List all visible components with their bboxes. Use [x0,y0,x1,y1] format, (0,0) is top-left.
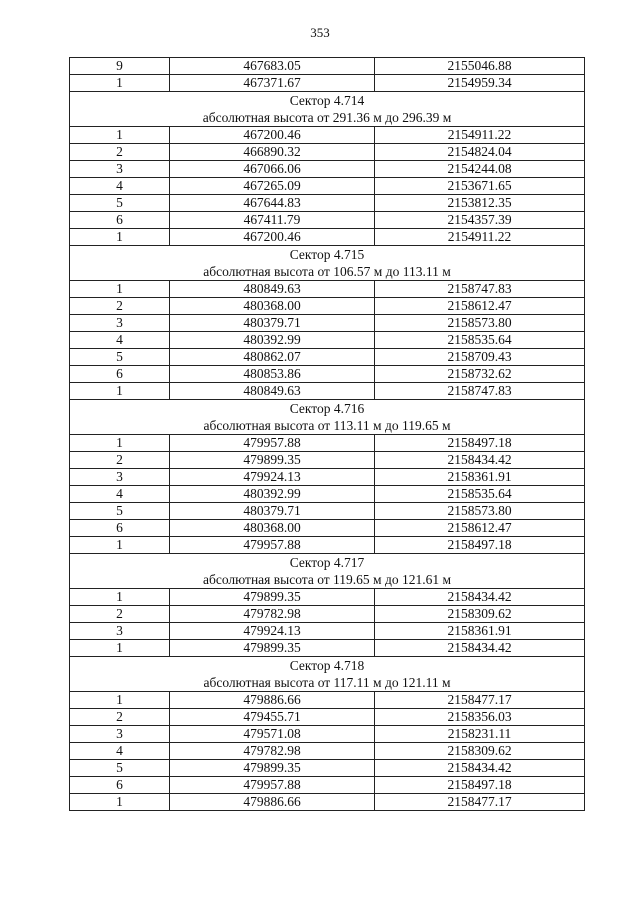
x-coordinate-cell: 479957.88 [170,435,375,452]
y-coordinate-cell: 2158709.43 [375,349,585,366]
point-number-cell: 9 [70,58,170,75]
y-coordinate-cell: 2158309.62 [375,743,585,760]
x-coordinate-cell: 479899.35 [170,760,375,777]
sector-title: Сектор 4.714 [70,92,585,110]
table-row [70,469,585,486]
y-coordinate-cell: 2158497.18 [375,435,585,452]
table-row [70,161,585,178]
point-number-cell: 4 [70,486,170,503]
x-coordinate-cell: 479571.08 [170,726,375,743]
y-coordinate-cell: 2153812.35 [375,195,585,212]
point-number-cell: 3 [70,726,170,743]
table-row [70,760,585,777]
x-coordinate-cell: 479899.35 [170,452,375,469]
table-row [70,726,585,743]
x-coordinate-cell: 467265.09 [170,178,375,195]
point-number-cell: 1 [70,640,170,657]
y-coordinate-cell: 2158477.17 [375,794,585,811]
y-coordinate-cell: 2158309.62 [375,606,585,623]
table-row [70,743,585,760]
point-number-cell: 6 [70,520,170,537]
point-number-cell: 1 [70,127,170,144]
sector-title: Сектор 4.717 [70,554,585,572]
y-coordinate-cell: 2154959.34 [375,75,585,92]
y-coordinate-cell: 2158434.42 [375,760,585,777]
table-row [70,332,585,349]
point-number-cell: 6 [70,366,170,383]
coordinates-table-body [70,58,585,811]
y-coordinate-cell: 2158573.80 [375,315,585,332]
sector-title: Сектор 4.716 [70,400,585,418]
coordinates-table [69,57,585,811]
x-coordinate-cell: 479957.88 [170,537,375,554]
y-coordinate-cell: 2158434.42 [375,452,585,469]
x-coordinate-cell: 467066.06 [170,161,375,178]
point-number-cell: 1 [70,537,170,554]
x-coordinate-cell: 479957.88 [170,777,375,794]
sector-altitude-row [70,571,585,589]
sector-title: Сектор 4.718 [70,657,585,675]
sector-header-row [70,400,585,418]
table-row [70,144,585,161]
sector-altitude: абсолютная высота от 113.11 м до 119.65 м [70,417,585,435]
table-row [70,794,585,811]
point-number-cell: 4 [70,178,170,195]
sector-header-row [70,657,585,675]
y-coordinate-cell: 2158477.17 [375,692,585,709]
y-coordinate-cell: 2158497.18 [375,537,585,554]
x-coordinate-cell: 466890.32 [170,144,375,161]
x-coordinate-cell: 479782.98 [170,606,375,623]
sector-altitude-row [70,417,585,435]
x-coordinate-cell: 467200.46 [170,127,375,144]
table-row [70,777,585,794]
sector-header-row [70,554,585,572]
point-number-cell: 1 [70,435,170,452]
point-number-cell: 2 [70,606,170,623]
x-coordinate-cell: 479886.66 [170,794,375,811]
table-row [70,709,585,726]
table-row [70,589,585,606]
point-number-cell: 6 [70,777,170,794]
y-coordinate-cell: 2158573.80 [375,503,585,520]
table-row [70,623,585,640]
x-coordinate-cell: 479924.13 [170,469,375,486]
x-coordinate-cell: 480392.99 [170,486,375,503]
x-coordinate-cell: 480862.07 [170,349,375,366]
y-coordinate-cell: 2158361.91 [375,623,585,640]
table-row [70,537,585,554]
x-coordinate-cell: 480379.71 [170,503,375,520]
y-coordinate-cell: 2158747.83 [375,383,585,400]
point-number-cell: 5 [70,195,170,212]
y-coordinate-cell: 2158612.47 [375,298,585,315]
point-number-cell: 1 [70,794,170,811]
x-coordinate-cell: 480853.86 [170,366,375,383]
table-row [70,58,585,75]
table-row [70,229,585,246]
point-number-cell: 1 [70,692,170,709]
sector-title: Сектор 4.715 [70,246,585,264]
table-row [70,486,585,503]
point-number-cell: 1 [70,229,170,246]
table-row [70,640,585,657]
y-coordinate-cell: 2154824.04 [375,144,585,161]
sector-altitude-row [70,109,585,127]
x-coordinate-cell: 467411.79 [170,212,375,229]
y-coordinate-cell: 2158747.83 [375,281,585,298]
table-row [70,435,585,452]
y-coordinate-cell: 2158612.47 [375,520,585,537]
x-coordinate-cell: 479886.66 [170,692,375,709]
y-coordinate-cell: 2158361.91 [375,469,585,486]
x-coordinate-cell: 467200.46 [170,229,375,246]
point-number-cell: 6 [70,212,170,229]
table-row [70,366,585,383]
x-coordinate-cell: 480379.71 [170,315,375,332]
y-coordinate-cell: 2158231.11 [375,726,585,743]
y-coordinate-cell: 2154911.22 [375,229,585,246]
y-coordinate-cell: 2155046.88 [375,58,585,75]
point-number-cell: 2 [70,298,170,315]
x-coordinate-cell: 479455.71 [170,709,375,726]
table-row [70,452,585,469]
x-coordinate-cell: 479782.98 [170,743,375,760]
point-number-cell: 1 [70,383,170,400]
table-row [70,178,585,195]
x-coordinate-cell: 479899.35 [170,589,375,606]
y-coordinate-cell: 2154244.08 [375,161,585,178]
y-coordinate-cell: 2154357.39 [375,212,585,229]
point-number-cell: 1 [70,589,170,606]
x-coordinate-cell: 480368.00 [170,298,375,315]
table-row [70,349,585,366]
sector-altitude: абсолютная высота от 119.65 м до 121.61 м [70,571,585,589]
y-coordinate-cell: 2158535.64 [375,332,585,349]
table-row [70,212,585,229]
point-number-cell: 3 [70,623,170,640]
y-coordinate-cell: 2158434.42 [375,589,585,606]
point-number-cell: 2 [70,452,170,469]
table-row [70,75,585,92]
point-number-cell: 4 [70,743,170,760]
x-coordinate-cell: 479899.35 [170,640,375,657]
table-row [70,503,585,520]
table-row [70,383,585,400]
y-coordinate-cell: 2158497.18 [375,777,585,794]
y-coordinate-cell: 2158732.62 [375,366,585,383]
table-row [70,606,585,623]
page-number: 353 [310,25,330,40]
point-number-cell: 2 [70,144,170,161]
sector-altitude: абсолютная высота от 117.11 м до 121.11 м [70,674,585,692]
table-row [70,281,585,298]
y-coordinate-cell: 2158356.03 [375,709,585,726]
y-coordinate-cell: 2154911.22 [375,127,585,144]
sector-altitude-row [70,674,585,692]
y-coordinate-cell: 2158535.64 [375,486,585,503]
table-row [70,315,585,332]
point-number-cell: 3 [70,161,170,178]
sector-altitude: абсолютная высота от 106.57 м до 113.11 м [70,263,585,281]
x-coordinate-cell: 467644.83 [170,195,375,212]
point-number-cell: 5 [70,503,170,520]
table-row [70,127,585,144]
x-coordinate-cell: 467371.67 [170,75,375,92]
x-coordinate-cell: 480849.63 [170,383,375,400]
sector-altitude-row [70,263,585,281]
x-coordinate-cell: 480368.00 [170,520,375,537]
sector-altitude: абсолютная высота от 291.36 м до 296.39 м [70,109,585,127]
sector-header-row [70,246,585,264]
point-number-cell: 5 [70,349,170,366]
point-number-cell: 2 [70,709,170,726]
y-coordinate-cell: 2158434.42 [375,640,585,657]
point-number-cell: 1 [70,75,170,92]
table-row [70,298,585,315]
table-row [70,692,585,709]
point-number-cell: 4 [70,332,170,349]
point-number-cell: 3 [70,315,170,332]
x-coordinate-cell: 479924.13 [170,623,375,640]
sector-header-row [70,92,585,110]
point-number-cell: 3 [70,469,170,486]
point-number-cell: 1 [70,281,170,298]
x-coordinate-cell: 480849.63 [170,281,375,298]
point-number-cell: 5 [70,760,170,777]
x-coordinate-cell: 467683.05 [170,58,375,75]
x-coordinate-cell: 480392.99 [170,332,375,349]
table-row [70,195,585,212]
table-row [70,520,585,537]
y-coordinate-cell: 2153671.65 [375,178,585,195]
